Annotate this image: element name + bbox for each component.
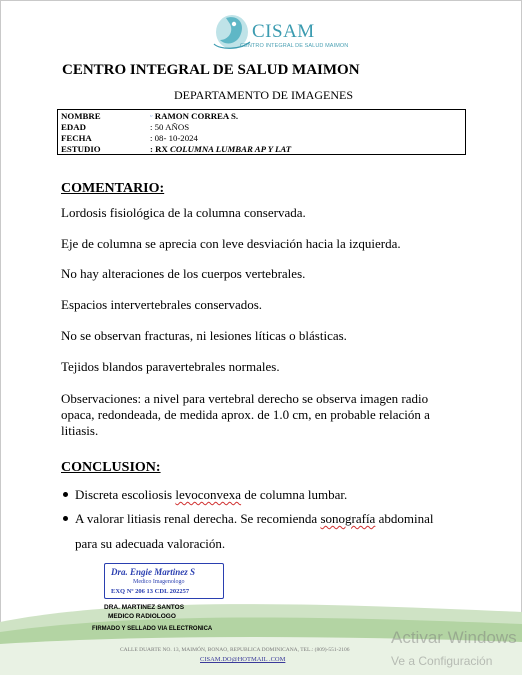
spellcheck-flagged-word: sonografía: [320, 511, 376, 526]
signature-note: FIRMADO Y SELLADO VIA ELECTRONICA: [92, 626, 213, 632]
patient-value: [150, 144, 291, 154]
patient-value: : 50 AÑOS: [150, 122, 190, 132]
stamp-box: [104, 563, 224, 599]
conclusion-item: [75, 482, 455, 507]
cisam-logo: [200, 10, 349, 54]
item-text: Discreta escoliosis: [75, 487, 176, 502]
department-title: DEPARTAMENTO DE IMAGENES: [174, 88, 353, 102]
logo-tagline: CENTRO INTEGRAL DE SALUD MAIMON: [240, 43, 349, 49]
patient-name-value: RAMON CORREA S.: [154, 111, 239, 121]
signer-title: MEDICO RADIOLOGO: [108, 613, 176, 620]
patient-label: FECHA: [61, 133, 92, 143]
patient-info-box: [57, 109, 466, 155]
signature-stamp: [88, 559, 238, 639]
stamp-doctor-name: Dra. Engie Martinez S: [111, 567, 196, 577]
patient-value: [150, 111, 238, 121]
comment-paragraph: Lordosis fisiológica de la columna conservada.: [61, 205, 306, 220]
item-text: A valorar litiasis renal derecha. Se recomienda: [75, 511, 321, 526]
conclusion-item: [75, 506, 455, 556]
observations-paragraph: Observaciones: a nivel para vertebral derecho se observa imagen radio opaca, redondeada, de medida aprox. de 1.0 cm, en probable relación a litiasis.: [61, 391, 430, 438]
comment-paragraph: Tejidos blandos paravertebrales normales.: [61, 359, 280, 374]
footer-address: CALLE DUARTE NO. 13, MAIMÓN, BONAO, REPUBLICA DOMINICANA, TEL.: (809)-551-2106: [120, 647, 350, 653]
comment-paragraph: Eje de columna se aprecia con leve desviación hacia la izquierda.: [61, 236, 401, 251]
patient-label: EDAD: [61, 122, 86, 132]
comment-paragraph: No hay alteraciones de los cuerpos vertebrales.: [61, 266, 306, 281]
stamp-specialty: Medico Imagenologo: [133, 579, 185, 585]
activation-watermark-subtitle: Ve a Configuración: [391, 654, 493, 668]
center-name: CENTRO INTEGRAL DE SALUD MAIMON: [62, 62, 360, 78]
footer-email-link[interactable]: CISAM.DO@HOTMAIL .COM: [200, 656, 286, 663]
comentario-title: COMENTARIO:: [61, 181, 165, 196]
item-text: abdominal para su adecuada valoración.: [75, 511, 434, 551]
activation-watermark-title: Activar Windows: [391, 628, 517, 647]
stamp-license: EXQ Nº 206 13 CDL 202257: [111, 588, 190, 595]
spellcheck-flagged-word: levoconvexa: [175, 487, 242, 502]
comment-paragraph: Espacios intervertebrales conservados.: [61, 297, 263, 312]
item-text: de columna lumbar.: [241, 487, 348, 502]
study-name: COLUMNA LUMBAR AP Y LAT: [170, 144, 292, 154]
logo-name: CISAM: [252, 21, 315, 42]
study-prefix: : RX: [150, 144, 168, 154]
signer-name: DRA. MARTINEZ SANTOS: [104, 604, 185, 611]
conclusion-title: CONCLUSION:: [61, 460, 161, 475]
comment-paragraph: No se observan fracturas, ni lesiones líticas o blásticas.: [61, 328, 347, 343]
patient-label: ESTUDIO: [61, 144, 101, 154]
patient-label: NOMBRE: [61, 111, 101, 121]
colon-mark-icon: ᵕ: [150, 111, 153, 121]
patient-value: : 08- 10-2024: [150, 133, 198, 143]
